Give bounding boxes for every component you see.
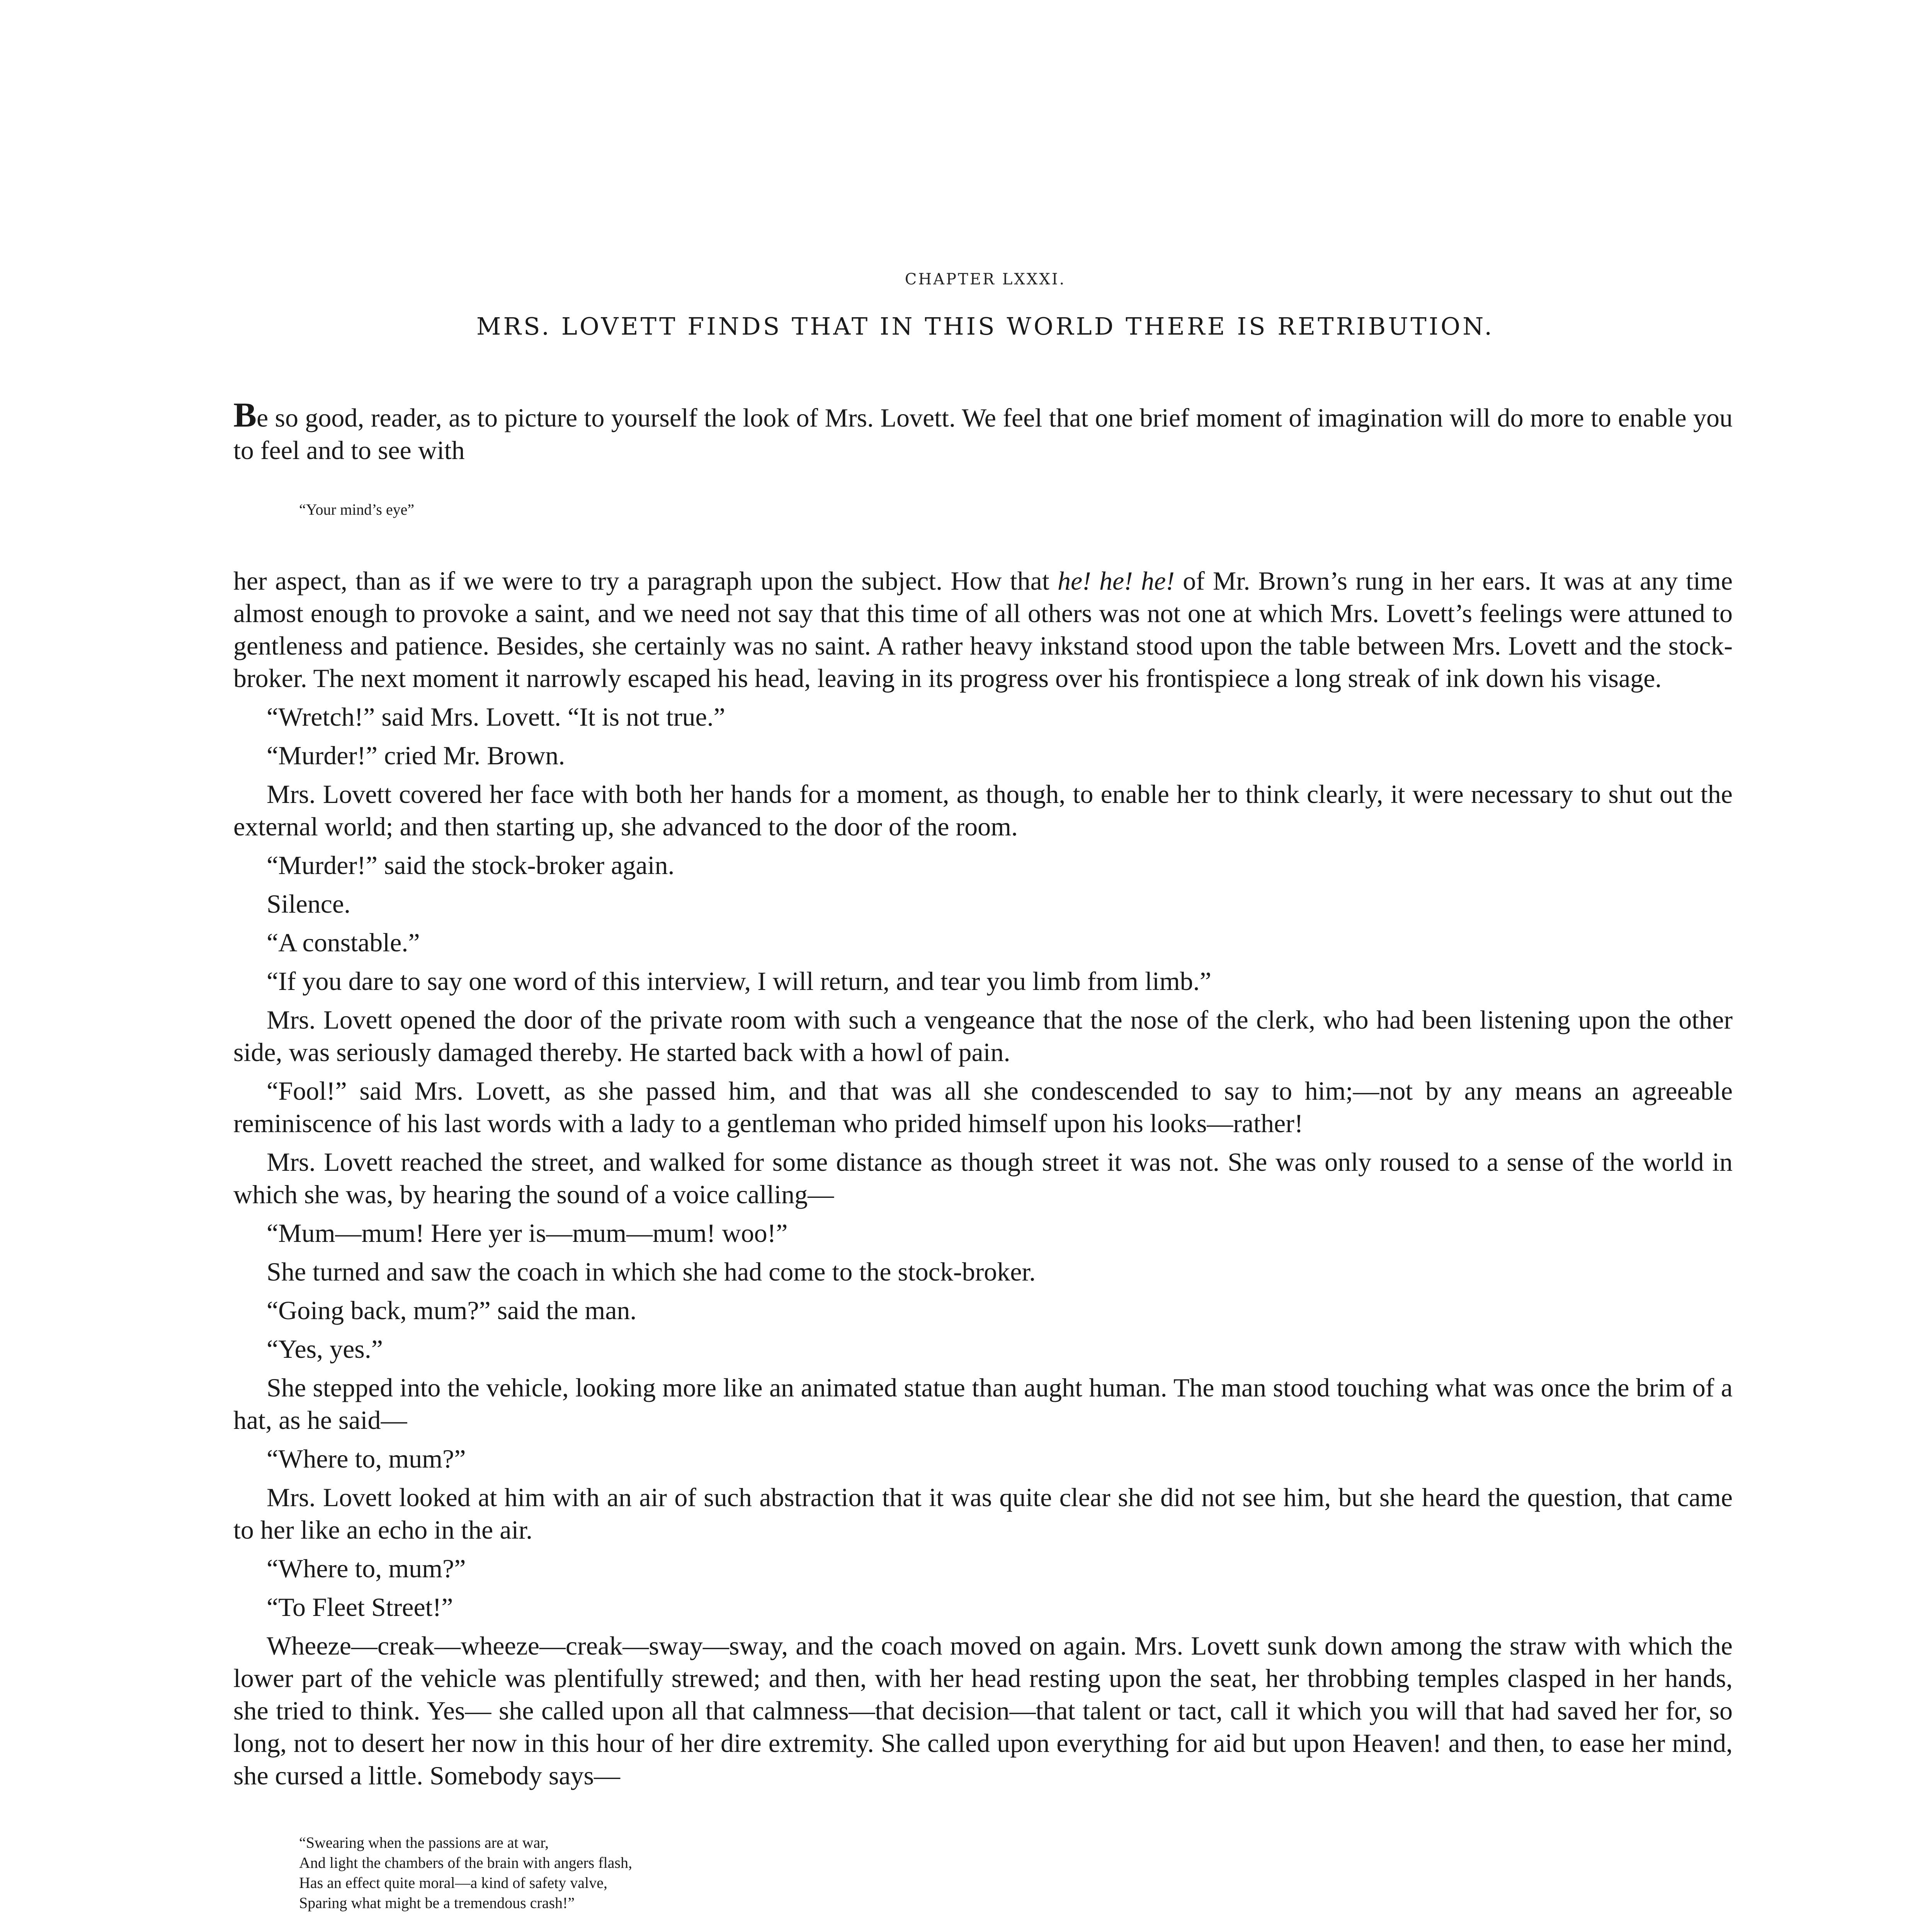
chapter-title: MRS. LOVETT FINDS THAT IN THIS WORLD THERE IS RETRIBUTION. bbox=[476, 312, 1495, 340]
paragraph: “Where to, mum?” bbox=[267, 1554, 466, 1583]
paragraph: “Mum—mum! Here yer is—mum—mum! woo!” bbox=[267, 1218, 788, 1248]
paragraph: “Yes, yes.” bbox=[267, 1334, 383, 1364]
text-before-italic: her aspect, than as if we were to try a paragraph upon the subject. How that bbox=[233, 566, 1058, 595]
paragraph: “Murder!” said the stock-broker again. bbox=[267, 850, 675, 880]
body-text bbox=[233, 398, 1733, 1932]
paragraph: “Going back, mum?” said the man. bbox=[267, 1296, 637, 1325]
text-after-italic: of Mr. Brown’s rung in her ears. It was at any time almost enough to provoke a saint, and we need not say that this time of all others was not one at which Mrs. Lovett’s feelings were attuned to gentleness and patience. Besides, she certainly was no saint. A rather heavy inkstand stood upon the table between Mrs. Lovett and the stock-broker. The next moment it narrowly escaped his head, leaving in its progress over his frontispiece a long streak of ink down his visage. bbox=[233, 566, 1733, 693]
chapter-number: CHAPTER LXXXI. bbox=[905, 270, 1066, 288]
paragraph: Mrs. Lovett opened the door of the private room with such a vengeance that the nose of the clerk, who had been listening upon the other side, was seriously damaged thereby. He started back with a howl of pain. bbox=[233, 1005, 1733, 1067]
paragraph-after-quote bbox=[233, 565, 1733, 694]
paragraph: “Where to, mum?” bbox=[267, 1444, 466, 1473]
paragraph: She stepped into the vehicle, looking more like an animated statue than aught human. The man stood touching what was once the brim of a hat, as he said— bbox=[233, 1373, 1733, 1435]
verse-line: Sparing what might be a tremendous crash!” bbox=[299, 1894, 575, 1912]
paragraph: Mrs. Lovett looked at him with an air of such abstraction that it was quite clear she did not see him, but she heard the question, that came to her like an echo in the air. bbox=[233, 1483, 1733, 1544]
verse-quote bbox=[299, 1833, 1733, 1913]
italic-laugh: he! he! he! bbox=[1057, 566, 1175, 595]
opening-paragraph bbox=[233, 398, 1733, 466]
verse-line: Has an effect quite moral—a kind of safety valve, bbox=[299, 1874, 607, 1891]
verse-line: And light the chambers of the brain with angers flash, bbox=[299, 1854, 632, 1871]
paragraph: Mrs. Lovett reached the street, and walked for some distance as though street it was not. She was only roused to a sense of the world in which she was, by hearing the sound of a voice calling— bbox=[233, 1147, 1733, 1209]
paragraph: “To Fleet Street!” bbox=[267, 1592, 453, 1622]
paragraph: “Fool!” said Mrs. Lovett, as she passed him, and that was all she condescended to say to him;—not by any means an agreeable reminiscence of his last words with a lady to a gentleman who prided himself upon his looks—rather! bbox=[233, 1076, 1733, 1138]
paragraph: Wheeze—creak—wheeze—creak—sway—sway, and the coach moved on again. Mrs. Lovett sunk down among the straw with which the lower part of the vehicle was plentifully strewed; and then, with her head resting upon the seat, her throbbing temples clasped in her hands, she tried to think. Yes— she called upon all that calmness—that decision—that talent or tact, call it which you will that had saved her for, so long, not to desert her now in this hour of her dire extremity. She called upon everything for aid but upon Heaven! and then, to ease her mind, she cursed a little. Somebody says— bbox=[233, 1631, 1733, 1790]
paragraph: Silence. bbox=[267, 889, 351, 918]
paragraph: Mrs. Lovett covered her face with both her hands for a moment, as though, to enable her to think clearly, it were necessary to shut out the external world; and then starting up, she advanced to the door of the room. bbox=[233, 779, 1733, 841]
verse-line: “Swearing when the passions are at war, bbox=[299, 1834, 549, 1851]
block-quote-minds-eye: “Your mind’s eye” bbox=[299, 501, 415, 518]
paragraph: “A constable.” bbox=[267, 928, 420, 957]
paragraph: “If you dare to say one word of this interview, I will return, and tear you limb from limb.” bbox=[267, 966, 1211, 996]
paragraph: “Murder!” cried Mr. Brown. bbox=[267, 741, 565, 770]
paragraph: She turned and saw the coach in which she had come to the stock-broker. bbox=[267, 1257, 1036, 1286]
opening-text: e so good, reader, as to picture to yourself the look of Mrs. Lovett. We feel that one brief moment of imagination will do more to enable you to feel and to see with bbox=[233, 403, 1733, 465]
drop-cap: B bbox=[233, 396, 257, 434]
paragraph: “Wretch!” said Mrs. Lovett. “It is not true.” bbox=[267, 702, 725, 731]
